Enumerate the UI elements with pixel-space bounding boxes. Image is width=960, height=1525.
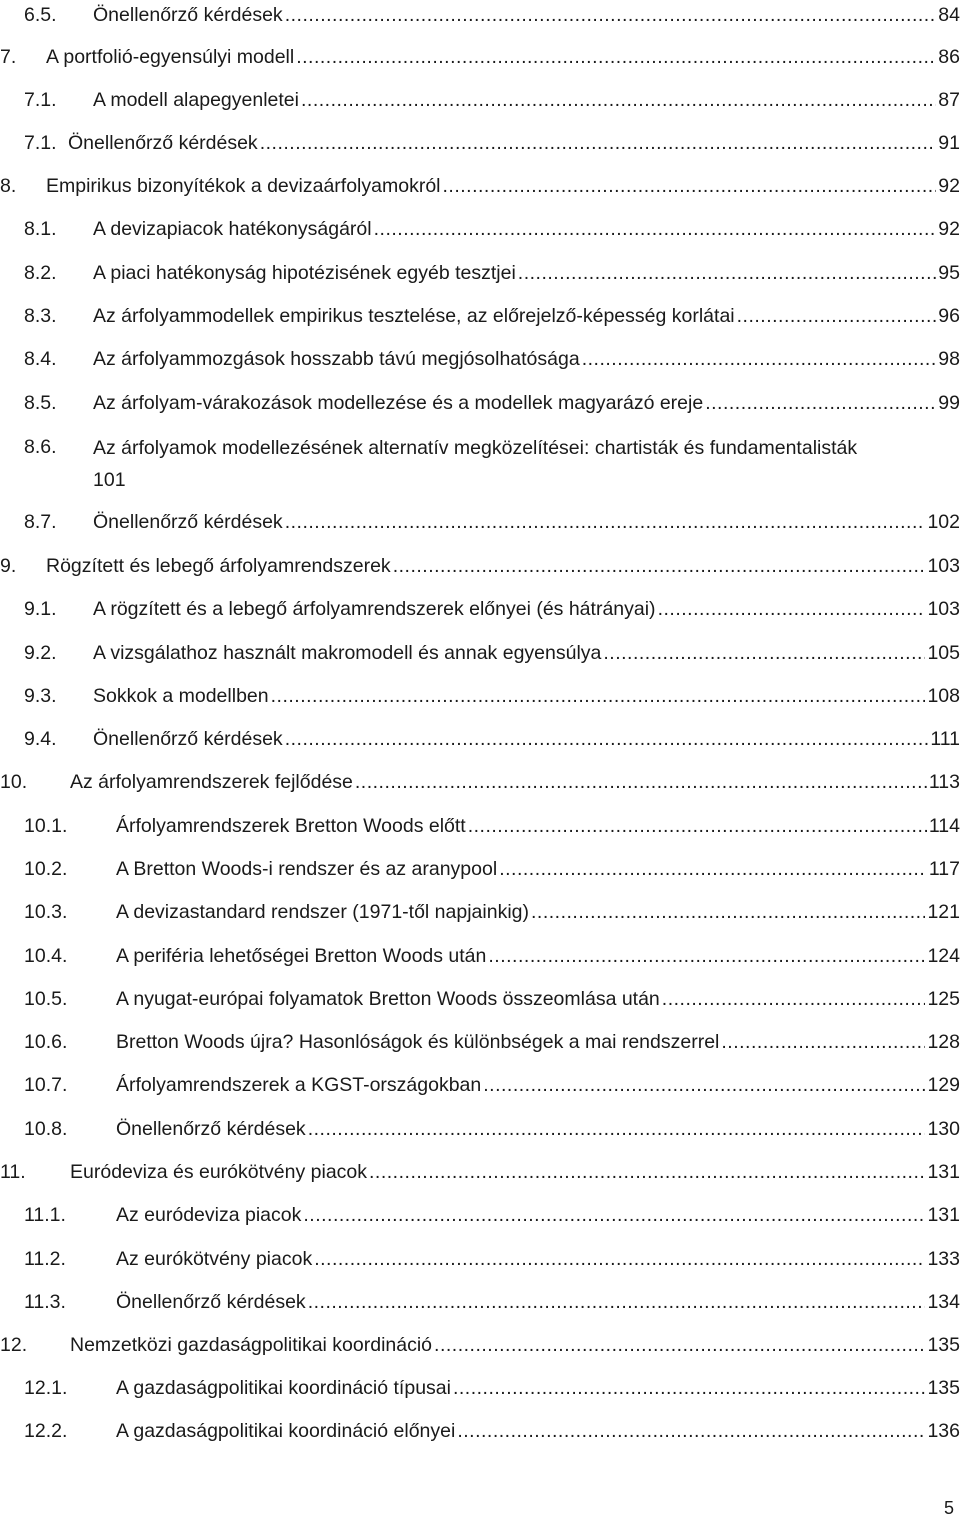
toc-entry-number: 10.4.: [24, 945, 68, 967]
toc-entry: [0, 594, 960, 624]
toc-entry: [0, 1287, 960, 1317]
toc-entry: [0, 551, 960, 581]
toc-entry-title: Az árfolyammozgások hosszabb távú megjósolhatósága: [93, 348, 580, 370]
toc-entry-page: 108: [927, 685, 960, 707]
toc-entry: [0, 258, 960, 288]
toc-entry-page: 135: [927, 1377, 960, 1399]
dot-leader: [285, 724, 929, 754]
page-number: 5: [943, 1498, 954, 1518]
toc-entry: [0, 1200, 960, 1230]
toc-entry-page: 131: [927, 1161, 960, 1183]
toc-entry-page: 131: [927, 1204, 960, 1226]
toc-entry-page: 117: [928, 858, 960, 880]
toc-entry-title: Önellenőrző kérdések: [93, 511, 283, 533]
toc-entry-number: 10.7.: [24, 1074, 68, 1096]
toc-entry: [0, 984, 960, 1014]
toc-entry: [0, 214, 960, 244]
toc-entry-number: 7.1.: [24, 89, 57, 111]
dot-leader: [603, 638, 925, 668]
dot-leader: [296, 42, 936, 72]
toc-entry-number: 8.6.: [24, 436, 57, 458]
toc-entry-title: Bretton Woods újra? Hasonlóságok és különbségek a mai rendszerrel: [116, 1031, 720, 1053]
toc-entry-title: Önellenőrző kérdések: [93, 728, 283, 750]
toc-entry-page: 111: [930, 728, 960, 750]
dot-leader: [499, 854, 927, 884]
dot-leader: [658, 594, 926, 624]
toc-entry-title: A portfolió-egyensúlyi modell: [46, 46, 295, 68]
toc-entry-page: 84: [938, 4, 960, 26]
toc-entry-number: 11.: [0, 1161, 26, 1183]
toc-entry-title: Önellenőrző kérdések: [116, 1118, 306, 1140]
dot-leader: [518, 258, 937, 288]
toc-entry: [0, 1373, 960, 1403]
dot-leader: [434, 1330, 925, 1360]
toc-entry-title: A piaci hatékonyság hipotézisének egyéb tesztjei: [93, 262, 516, 284]
dot-leader: [260, 128, 937, 158]
toc-entry-number: 8.5.: [24, 392, 57, 414]
toc-entry-title: Az árfolyammodellek empirikus tesztelése, az előrejelző-képesség korlátai: [93, 305, 735, 327]
dot-leader: [285, 507, 926, 537]
toc-entry-number: 10.8.: [24, 1118, 68, 1140]
toc-entry-number: 9.1.: [24, 598, 57, 620]
toc-entry-number: 9.3.: [24, 685, 57, 707]
toc-entry-number: 9.: [0, 555, 17, 577]
toc-entry-title: Az árfolyamok modellezésének alternatív megközelítései: chartisták és fundamentalisták: [93, 437, 858, 459]
toc-entry-number: 8.2.: [24, 262, 57, 284]
toc-entry-title: A modell alapegyenletei: [93, 89, 299, 111]
dot-leader: [271, 681, 926, 711]
toc-entry-number: 12.1.: [24, 1377, 68, 1399]
toc-entry-page: 105: [927, 642, 960, 664]
toc-entry: [0, 171, 960, 201]
toc-entry-page: 133: [927, 1248, 960, 1270]
toc-entry: [0, 897, 960, 927]
toc-entry-number: 9.4.: [24, 728, 57, 750]
toc-entry-page: 92: [938, 218, 960, 240]
toc-entry: [0, 854, 960, 884]
toc-entry: [0, 388, 960, 418]
dot-leader: [308, 1287, 926, 1317]
toc-entry-number: 10.2.: [24, 858, 68, 880]
toc-entry-number: 8.: [0, 175, 17, 197]
toc-entry-title: A gazdaságpolitikai koordináció típusai: [116, 1377, 451, 1399]
toc-entry-page: 136: [927, 1420, 960, 1442]
toc-entry: [0, 42, 960, 72]
toc-entry-page: 86: [938, 46, 960, 68]
toc-entry-page: 92: [938, 175, 960, 197]
toc-entry-title: A vizsgálathoz használt makromodell és annak egyensúlya: [93, 642, 602, 664]
toc-entry-number: 10.3.: [24, 901, 68, 923]
toc-entry: [0, 507, 960, 537]
toc-entry-page: 134: [927, 1291, 960, 1313]
toc-entry-title: A rögzített és a lebegő árfolyamrendszerek előnyei (és hátrányai): [93, 598, 656, 620]
toc-entry-title: Árfolyamrendszerek Bretton Woods előtt: [116, 815, 466, 837]
toc-entry-title: Önellenőrző kérdések: [116, 1291, 306, 1313]
toc-entry: [0, 1157, 960, 1187]
toc-entry-title: Az euródeviza piacok: [116, 1204, 302, 1226]
dot-leader: [468, 811, 927, 841]
toc-entry: [0, 1027, 960, 1057]
toc-entry-page: 103: [927, 598, 960, 620]
dot-leader: [443, 171, 937, 201]
dot-leader: [314, 1244, 925, 1274]
dot-leader: [705, 388, 936, 418]
toc-entry: [0, 767, 960, 797]
dot-leader: [721, 1027, 925, 1057]
toc-entry-title: A devizapiacok hatékonyságáról: [93, 218, 372, 240]
toc-entry-page: 103: [927, 555, 960, 577]
dot-leader: [662, 984, 926, 1014]
toc-entry-title: Árfolyamrendszerek a KGST-országokban: [116, 1074, 482, 1096]
toc-entry-page: 98: [938, 348, 960, 370]
dot-leader: [737, 301, 937, 331]
toc-entry-title: Rögzített és lebegő árfolyamrendszerek: [46, 555, 391, 577]
toc-entry-number: 9.2.: [24, 642, 57, 664]
toc-entry-title: A gazdaságpolitikai koordináció előnyei: [116, 1420, 456, 1442]
toc-entry: [0, 1244, 960, 1274]
toc-entry-number: 8.1.: [24, 218, 57, 240]
toc-entry-page: 124: [927, 945, 960, 967]
toc-entry-number: 10.: [0, 771, 28, 793]
toc-entry-page: 95: [938, 262, 960, 284]
toc-entry-number: 8.4.: [24, 348, 57, 370]
toc-entry-title: Önellenőrző kérdések: [68, 132, 258, 154]
toc-entry: [0, 1416, 960, 1446]
toc-entry-page: 99: [938, 392, 960, 414]
dot-leader: [483, 1070, 925, 1100]
toc-entry-page: 129: [927, 1074, 960, 1096]
toc-entry-title: A devizastandard rendszer (1971-től napjainkig): [116, 901, 529, 923]
toc-entry: [0, 0, 960, 30]
toc-entry: [0, 724, 960, 754]
toc-entry-page: 130: [927, 1118, 960, 1140]
dot-leader: [355, 767, 927, 797]
dot-leader: [457, 1416, 925, 1446]
toc-entry-page: 121: [927, 901, 960, 923]
dot-leader: [531, 897, 925, 927]
toc-entry: [0, 638, 960, 668]
toc-entry-number: 10.6.: [24, 1031, 68, 1053]
toc-entry-title: Sokkok a modellben: [93, 685, 269, 707]
toc-entry: [0, 1330, 960, 1360]
dot-leader: [453, 1373, 925, 1403]
toc-entry-page: 113: [928, 771, 960, 793]
toc-entry-title: Az árfolyam-várakozások modellezése és a modellek magyarázó ereje: [93, 392, 704, 414]
toc-entry-number: 11.3.: [24, 1291, 66, 1313]
toc-entry-number: 8.3.: [24, 305, 57, 327]
toc-entry: [0, 128, 960, 158]
toc-entry-number: 6.5.: [24, 4, 57, 26]
toc-entry-title: Önellenőrző kérdések: [93, 4, 283, 26]
dot-leader: [301, 85, 936, 115]
toc-entry-page: 135: [927, 1334, 960, 1356]
toc-entry-page: 128: [927, 1031, 960, 1053]
toc-entry-title: Az eurókötvény piacok: [116, 1248, 313, 1270]
toc-entry-title: A Bretton Woods-i rendszer és az aranypool: [116, 858, 498, 880]
toc-entry-page: 114: [928, 815, 960, 837]
toc-entry-title: Empirikus bizonyítékok a devizaárfolyamokról: [46, 175, 441, 197]
toc-entry: [0, 941, 960, 971]
toc-entry-number: 12.: [0, 1334, 28, 1356]
toc-entry-page: 125: [927, 988, 960, 1010]
toc-entry-title: Euródeviza és eurókötvény piacok: [70, 1161, 368, 1183]
dot-leader: [285, 0, 937, 30]
toc-entry-number: 7.1.: [24, 132, 57, 154]
toc-entry-page: 101: [93, 469, 126, 491]
dot-leader: [374, 214, 937, 244]
toc-entry-title: Az árfolyamrendszerek fejlődése: [70, 771, 353, 793]
toc-entry: [0, 344, 960, 374]
toc-entry-page: 102: [927, 511, 960, 533]
toc-entry: [0, 1070, 960, 1100]
toc-entry: [0, 681, 960, 711]
toc-entry-page: 91: [938, 132, 960, 154]
toc-entry: [0, 301, 960, 331]
toc-entry: [0, 85, 960, 115]
toc-entry-title: A nyugat-európai folyamatok Bretton Woods összeomlása után: [116, 988, 660, 1010]
dot-leader: [488, 941, 925, 971]
toc-entry-title: Nemzetközi gazdaságpolitikai koordináció: [70, 1334, 433, 1356]
toc-entry-number: 12.2.: [24, 1420, 68, 1442]
dot-leader: [308, 1114, 926, 1144]
dot-leader: [582, 344, 937, 374]
toc-entry-number: 10.1.: [24, 815, 68, 837]
toc-entry: [0, 1114, 960, 1144]
toc-entry: [0, 811, 960, 841]
toc-entry-title: A periféria lehetőségei Bretton Woods után: [116, 945, 487, 967]
dot-leader: [393, 551, 926, 581]
toc-entry-page: 87: [938, 89, 960, 111]
dot-leader: [303, 1200, 925, 1230]
dot-leader: [369, 1157, 925, 1187]
toc-entry-number: 7.: [0, 46, 17, 68]
toc-entry-page: 96: [938, 305, 960, 327]
toc-entry-number: 11.1.: [24, 1204, 66, 1226]
toc-entry-number: 8.7.: [24, 511, 57, 533]
toc-entry: [0, 432, 960, 494]
toc-entry-number: 10.5.: [24, 988, 68, 1010]
toc-entry-number: 11.2.: [24, 1248, 66, 1270]
